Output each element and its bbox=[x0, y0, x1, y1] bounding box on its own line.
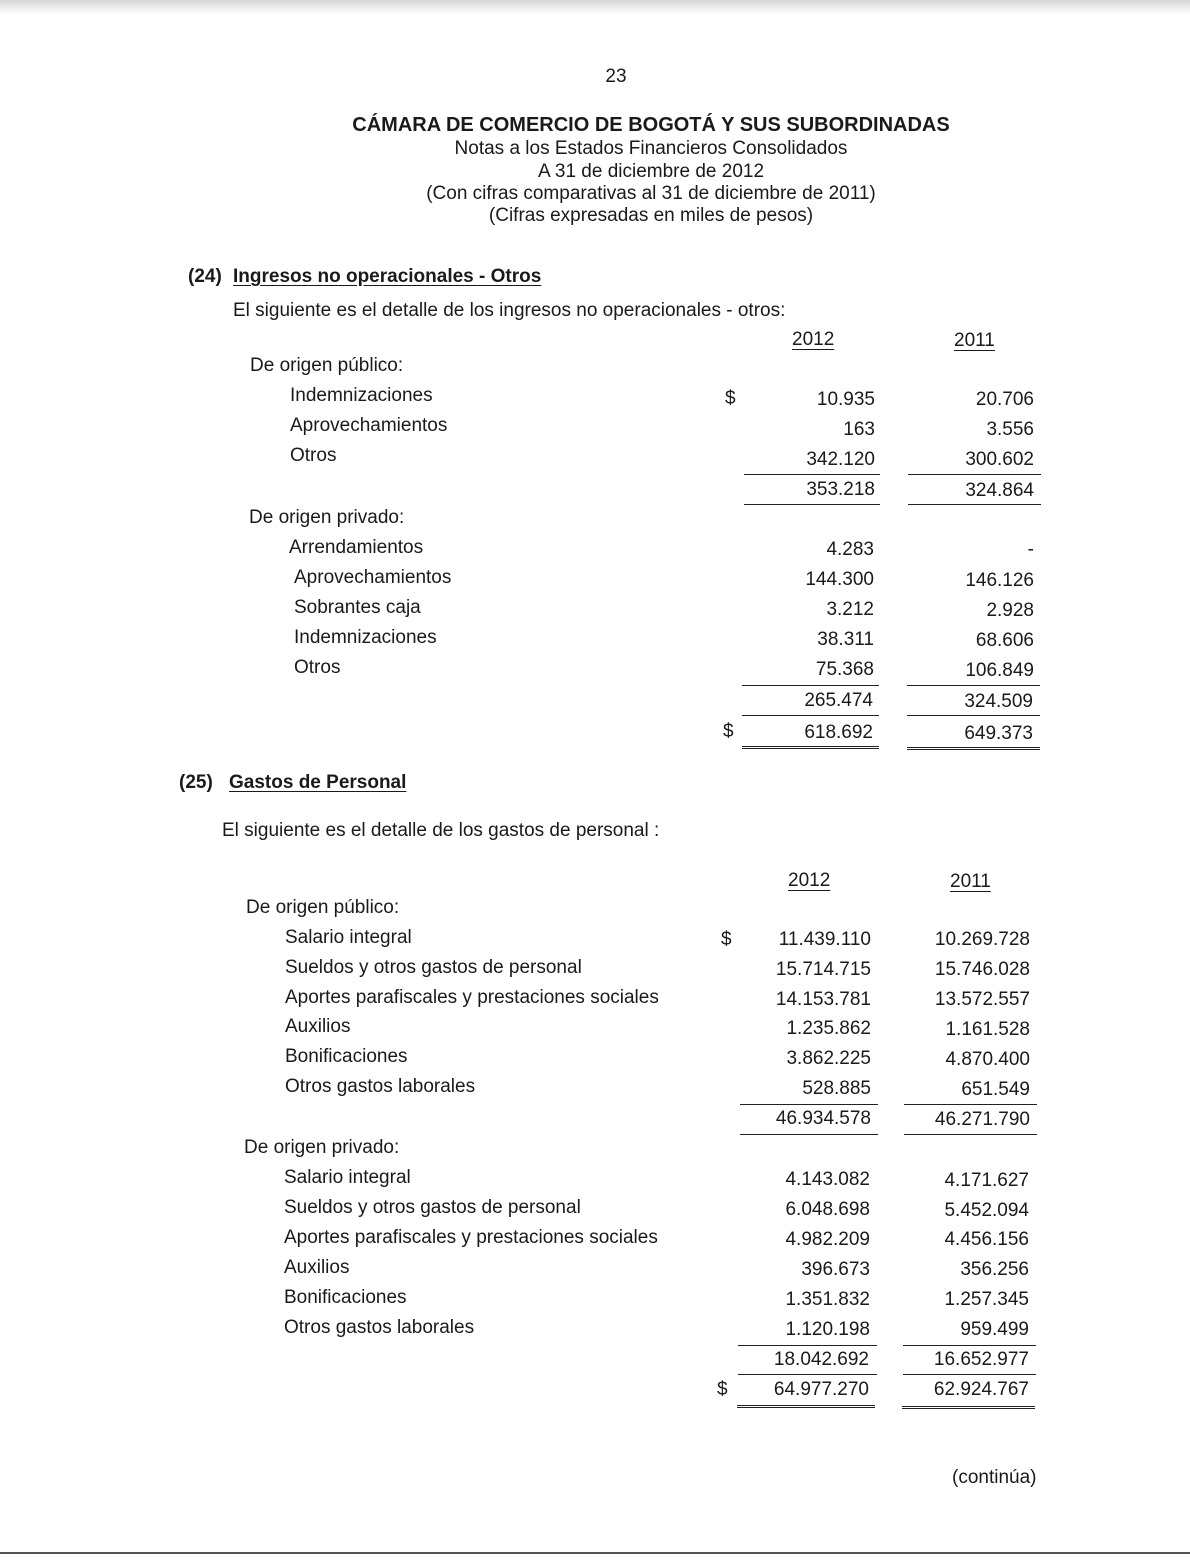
subtotal-2012: 265.474 bbox=[804, 690, 873, 711]
total-double-rule bbox=[742, 746, 879, 751]
header-line-4: (Cifras expresadas en miles de pesos) bbox=[488, 205, 814, 226]
section-25-year-2012: 2012 bbox=[788, 870, 831, 891]
table-cell-2011: 4.171.627 bbox=[944, 1170, 1029, 1191]
table-cell-2012: 38.311 bbox=[817, 629, 874, 650]
subtotal-rule bbox=[738, 1345, 877, 1346]
table-cell-2011: 20.706 bbox=[975, 389, 1034, 410]
subtotal-rule bbox=[904, 1134, 1037, 1135]
table-cell-2011: 651.549 bbox=[961, 1079, 1030, 1100]
table-row-label: Bonificaciones bbox=[284, 1287, 407, 1308]
section-25-year-2011: 2011 bbox=[950, 871, 991, 892]
subtotal-rule bbox=[744, 504, 880, 505]
section-25-intro: El siguiente es el detalle de los gastos de personal : bbox=[222, 820, 660, 841]
table-cell-2011: - bbox=[1027, 539, 1034, 560]
subtotal-rule bbox=[907, 685, 1040, 686]
subtotal-2012: 46.934.578 bbox=[775, 1108, 871, 1129]
table-cell-2012: 75.368 bbox=[815, 659, 874, 680]
document-title: CÁMARA DE COMERCIO DE BOGOTÁ Y SUS SUBORDINADAS bbox=[352, 114, 950, 136]
total-2012: 64.977.270 bbox=[773, 1379, 869, 1400]
table-cell-2012: 11.439.110 bbox=[778, 929, 871, 950]
total-double-rule bbox=[902, 1406, 1035, 1411]
table-cell-2012: 10.935 bbox=[816, 389, 875, 410]
continues-label: (continúa) bbox=[952, 1467, 1037, 1488]
table-cell-2011: 356.256 bbox=[960, 1259, 1029, 1280]
total-2011: 649.373 bbox=[964, 723, 1033, 744]
total-rule bbox=[907, 715, 1040, 716]
section-24-total-currency: $ bbox=[723, 721, 734, 742]
table-row-label: Sueldos y otros gastos de personal bbox=[285, 957, 582, 978]
total-rule bbox=[738, 1374, 877, 1375]
subtotal-rule bbox=[904, 1104, 1037, 1105]
total-rule bbox=[742, 715, 879, 716]
table-cell-2011: 3.556 bbox=[986, 419, 1034, 440]
table-cell-2012: 528.885 bbox=[802, 1078, 871, 1099]
section-24-currency-symbol: $ bbox=[725, 388, 736, 409]
section-25-group-private-label: De origen privado: bbox=[244, 1137, 400, 1158]
table-cell-2011: 4.456.156 bbox=[944, 1229, 1029, 1250]
table-cell-2011: 2.928 bbox=[986, 600, 1034, 621]
section-24-year-2012: 2012 bbox=[792, 329, 835, 350]
table-cell-2012: 3.212 bbox=[826, 599, 874, 620]
subtotal-2011: 324.864 bbox=[965, 480, 1034, 501]
table-cell-2012: 4.143.082 bbox=[785, 1169, 870, 1190]
header-line-2: A 31 de diciembre de 2012 bbox=[537, 161, 765, 182]
table-row-label: Indemnizaciones bbox=[290, 385, 433, 406]
table-row-label: Aportes parafiscales y prestaciones sociales bbox=[284, 1227, 658, 1248]
table-row-label: Aprovechamientos bbox=[290, 415, 448, 436]
table-cell-2012: 15.714.715 bbox=[775, 959, 871, 980]
table-cell-2011: 4.870.400 bbox=[945, 1049, 1030, 1070]
subtotal-rule bbox=[908, 474, 1041, 475]
subtotal-rule bbox=[903, 1345, 1036, 1346]
table-cell-2011: 106.849 bbox=[965, 660, 1034, 681]
table-cell-2011: 1.257.345 bbox=[944, 1289, 1029, 1310]
table-cell-2011: 68.606 bbox=[975, 630, 1034, 651]
section-25-number: (25) bbox=[179, 772, 213, 793]
section-24-intro: El siguiente es el detalle de los ingresos no operacionales - otros: bbox=[233, 300, 786, 321]
table-row-label: Sueldos y otros gastos de personal bbox=[284, 1197, 581, 1218]
table-cell-2012: 163 bbox=[843, 419, 875, 440]
table-cell-2011: 10.269.728 bbox=[934, 929, 1030, 950]
total-double-rule bbox=[907, 747, 1040, 752]
total-rule bbox=[903, 1374, 1036, 1375]
table-row-label: Otros bbox=[290, 445, 337, 466]
subtotal-2011: 324.509 bbox=[964, 691, 1033, 712]
header-line-3: (Con cifras comparativas al 31 de diciembre de 2011) bbox=[426, 183, 876, 204]
section-24-group-public-label: De origen público: bbox=[250, 355, 404, 376]
section-25-currency-symbol: $ bbox=[721, 929, 732, 950]
table-cell-2011: 15.746.028 bbox=[934, 959, 1030, 980]
section-25-group-public-label: De origen público: bbox=[246, 897, 400, 918]
table-cell-2012: 396.673 bbox=[801, 1259, 870, 1280]
section-24-group-private-label: De origen privado: bbox=[249, 507, 405, 528]
subtotal-2012: 18.042.692 bbox=[773, 1349, 869, 1370]
page-bottom-border bbox=[0, 1552, 1190, 1554]
total-double-rule bbox=[737, 1405, 875, 1410]
table-row-label: Salario integral bbox=[284, 1167, 411, 1188]
table-row-label: Otros gastos laborales bbox=[285, 1076, 476, 1097]
table-cell-2011: 13.572.557 bbox=[934, 989, 1030, 1010]
table-cell-2011: 1.161.528 bbox=[945, 1019, 1030, 1040]
section-24-number: (24) bbox=[188, 266, 222, 287]
table-row-label: Aprovechamientos bbox=[294, 567, 452, 588]
table-row-label: Otros bbox=[294, 657, 341, 678]
subtotal-rule bbox=[740, 1134, 878, 1135]
subtotal-rule bbox=[908, 504, 1041, 505]
subtotal-rule bbox=[742, 685, 879, 686]
table-row-label: Aportes parafiscales y prestaciones sociales bbox=[285, 987, 659, 1008]
subtotal-rule bbox=[740, 1104, 878, 1105]
table-cell-2012: 14.153.781 bbox=[775, 989, 871, 1010]
table-cell-2011: 300.602 bbox=[965, 449, 1034, 470]
table-cell-2012: 6.048.698 bbox=[785, 1199, 870, 1220]
table-cell-2011: 959.499 bbox=[960, 1319, 1029, 1340]
total-2011: 62.924.767 bbox=[933, 1379, 1029, 1400]
section-25-title: Gastos de Personal bbox=[229, 772, 407, 793]
subtotal-rule bbox=[744, 474, 880, 475]
table-cell-2012: 342.120 bbox=[806, 449, 875, 470]
section-24-title: Ingresos no operacionales - Otros bbox=[233, 266, 542, 287]
subtotal-2011: 46.271.790 bbox=[934, 1109, 1030, 1130]
table-cell-2012: 4.283 bbox=[826, 539, 874, 560]
header-line-1: Notas a los Estados Financieros Consolidados bbox=[454, 138, 848, 159]
scan-top-shadow bbox=[0, 0, 1190, 14]
table-row-label: Salario integral bbox=[285, 927, 412, 948]
subtotal-2011: 16.652.977 bbox=[933, 1349, 1029, 1370]
subtotal-2012: 353.218 bbox=[806, 479, 875, 500]
total-2012: 618.692 bbox=[804, 722, 873, 743]
table-row-label: Auxilios bbox=[284, 1257, 350, 1278]
table-cell-2012: 144.300 bbox=[805, 569, 874, 590]
section-24-year-2011: 2011 bbox=[954, 330, 995, 351]
table-cell-2012: 1.120.198 bbox=[785, 1319, 870, 1340]
section-25-total-currency: $ bbox=[717, 1379, 728, 1400]
table-row-label: Otros gastos laborales bbox=[284, 1317, 475, 1338]
table-cell-2012: 1.351.832 bbox=[785, 1289, 870, 1310]
table-row-label: Indemnizaciones bbox=[294, 627, 437, 648]
table-row-label: Sobrantes caja bbox=[294, 597, 421, 618]
table-cell-2012: 1.235.862 bbox=[786, 1018, 871, 1039]
page-number: 23 bbox=[605, 66, 627, 87]
table-row-label: Bonificaciones bbox=[285, 1046, 408, 1067]
table-cell-2012: 3.862.225 bbox=[786, 1048, 871, 1069]
table-cell-2011: 5.452.094 bbox=[944, 1200, 1029, 1221]
table-row-label: Arrendamientos bbox=[289, 537, 424, 558]
table-cell-2012: 4.982.209 bbox=[785, 1229, 870, 1250]
table-row-label: Auxilios bbox=[285, 1016, 351, 1037]
table-cell-2011: 146.126 bbox=[965, 570, 1034, 591]
